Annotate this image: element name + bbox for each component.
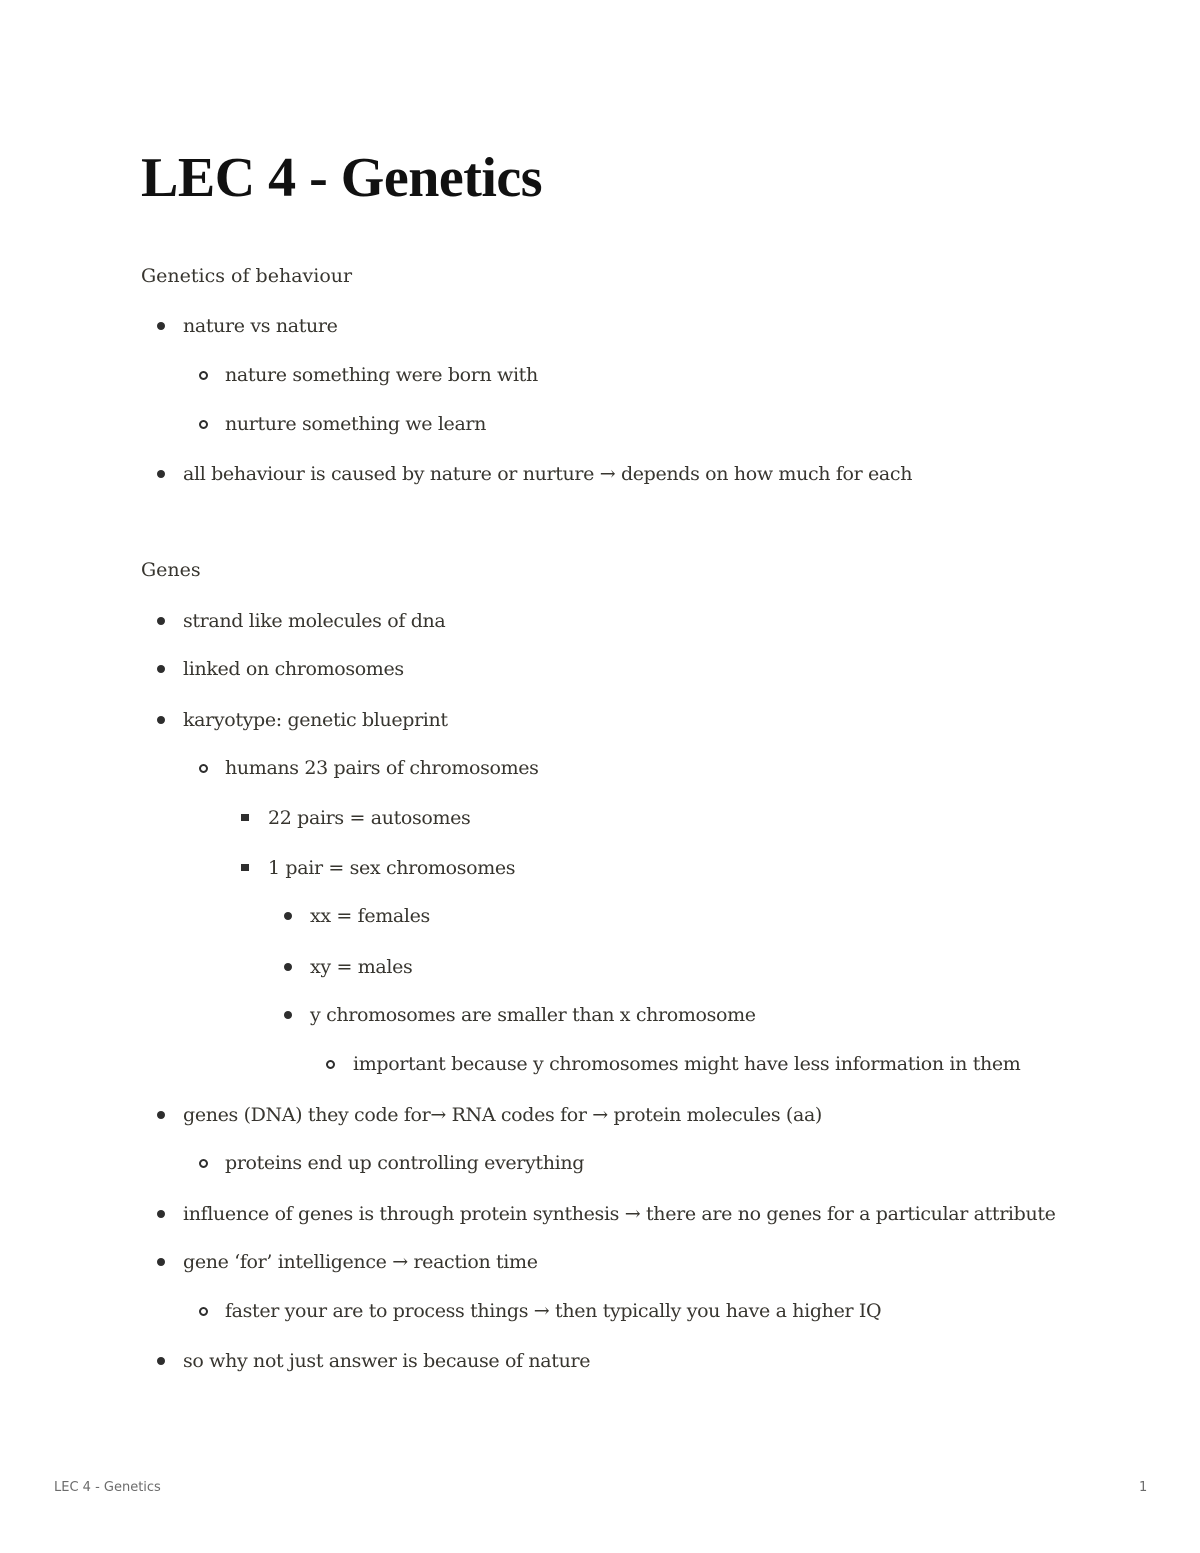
- list-item: nature something were born with: [225, 364, 538, 386]
- bullet-disc-icon: [157, 665, 165, 673]
- list-item: 22 pairs = autosomes: [268, 807, 471, 829]
- list-item: genes (DNA) they code for→ RNA codes for → protein molecules (aa): [183, 1104, 822, 1126]
- bullet-disc-icon: [157, 1357, 165, 1365]
- list-item: all behaviour is caused by nature or nurture → depends on how much for each: [183, 463, 913, 485]
- list-item: humans 23 pairs of chromosomes: [225, 757, 539, 779]
- list-item: xy = males: [310, 956, 413, 978]
- list-item: y chromosomes are smaller than x chromosome: [310, 1004, 756, 1026]
- list-item: influence of genes is through protein synthesis → there are no genes for a particular attribute: [183, 1203, 1056, 1225]
- bullet-circle-icon: [199, 1159, 208, 1168]
- bullet-square-icon: [241, 814, 249, 821]
- bullet-disc-icon: [284, 1011, 292, 1019]
- bullet-square-icon: [241, 864, 249, 871]
- bullet-disc-icon: [284, 963, 292, 971]
- bullet-disc-icon: [284, 912, 292, 920]
- bullet-disc-icon: [157, 617, 165, 625]
- bullet-disc-icon: [157, 322, 165, 330]
- footer-page-number: 1: [1139, 1480, 1148, 1495]
- section-heading-genetics-of-behaviour: Genetics of behaviour: [141, 265, 353, 287]
- footer-doc-title: LEC 4 - Genetics: [54, 1480, 161, 1495]
- list-item: faster your are to process things → then typically you have a higher IQ: [225, 1300, 882, 1322]
- list-item: nature vs nature: [183, 315, 338, 337]
- list-item: linked on chromosomes: [183, 658, 404, 680]
- bullet-disc-icon: [157, 1111, 165, 1119]
- list-item: gene ‘for’ intelligence → reaction time: [183, 1251, 538, 1273]
- bullet-circle-icon: [199, 371, 208, 380]
- list-item: important because y chromosomes might have less information in them: [353, 1053, 1021, 1075]
- bullet-circle-icon: [199, 764, 208, 773]
- list-item: 1 pair = sex chromosomes: [268, 857, 516, 879]
- list-item: karyotype: genetic blueprint: [183, 709, 448, 731]
- bullet-disc-icon: [157, 716, 165, 724]
- bullet-disc-icon: [157, 1210, 165, 1218]
- bullet-disc-icon: [157, 1258, 165, 1266]
- list-item: proteins end up controlling everything: [225, 1152, 585, 1174]
- bullet-disc-icon: [157, 470, 165, 478]
- list-item: nurture something we learn: [225, 413, 487, 435]
- section-heading-genes: Genes: [141, 559, 201, 581]
- list-item: xx = females: [310, 905, 430, 927]
- list-item: strand like molecules of dna: [183, 610, 446, 632]
- bullet-circle-icon: [199, 1307, 208, 1316]
- page-title: LEC 4 - Genetics: [141, 147, 543, 209]
- bullet-circle-icon: [326, 1060, 335, 1069]
- bullet-circle-icon: [199, 420, 208, 429]
- list-item: so why not just answer is because of nature: [183, 1350, 591, 1372]
